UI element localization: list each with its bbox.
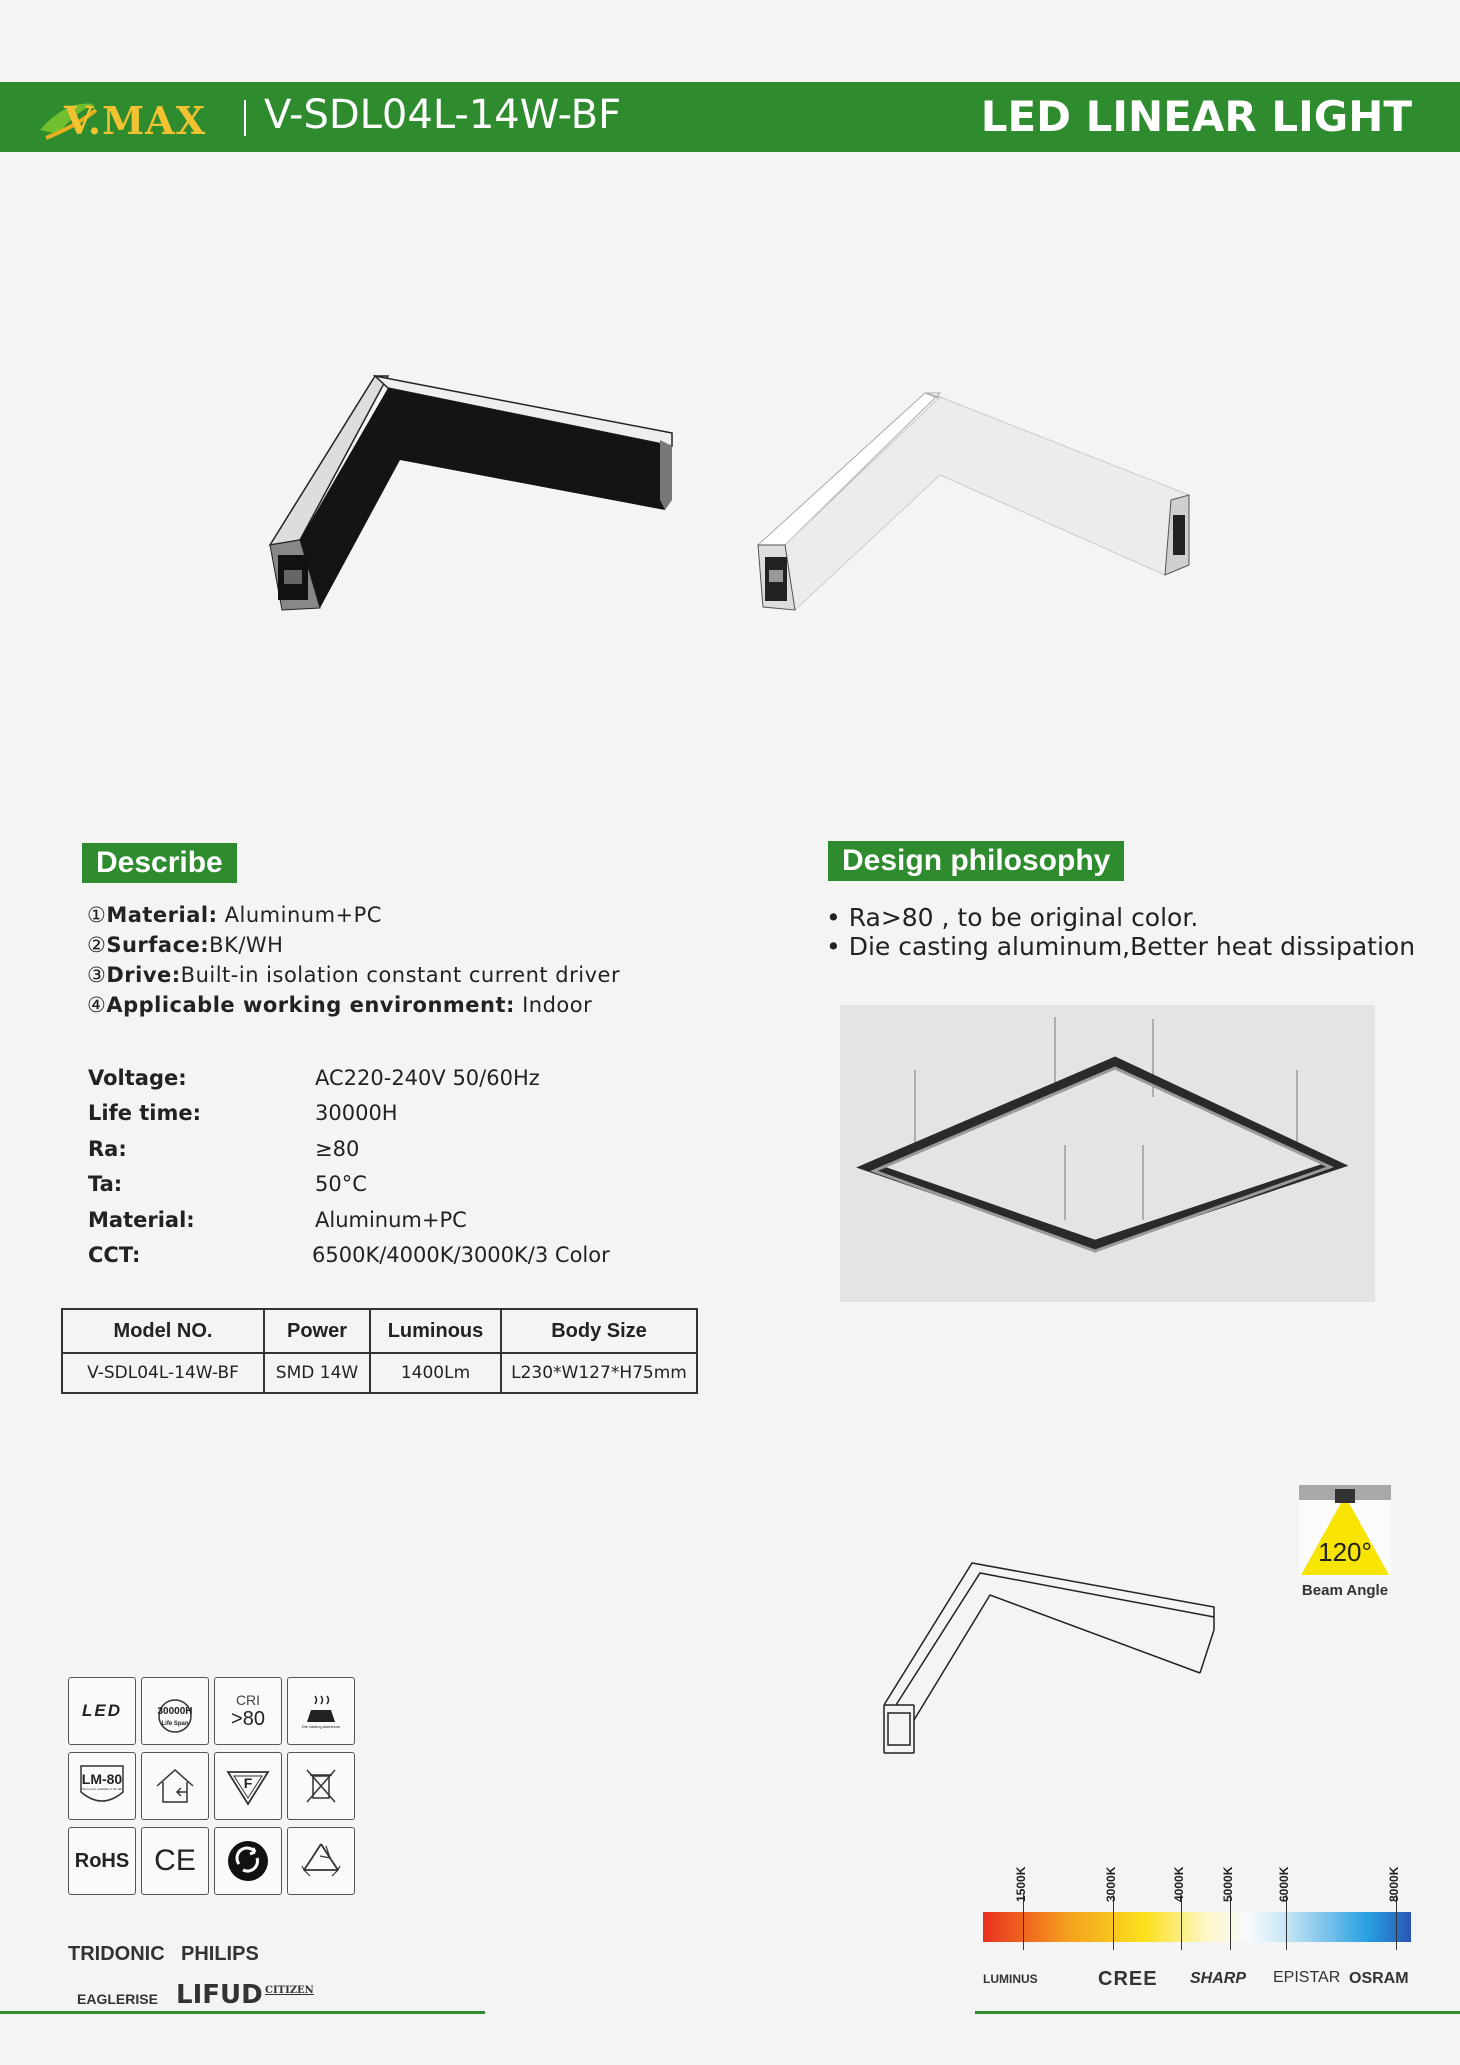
lifespan-icon: 30000H Life Span	[141, 1677, 209, 1745]
beam-angle-value: 120°	[1318, 1537, 1372, 1567]
brand-luminus: LUMINUS	[983, 1972, 1038, 1986]
brand-tridonic: TRIDONIC	[68, 1943, 165, 1965]
table-cell: L230*W127*H75mm	[501, 1353, 697, 1393]
describe-item-material: ①Material: Aluminum+PC	[87, 903, 382, 927]
category-title: LED LINEAR LIGHT	[980, 92, 1412, 141]
cct-label: 8000K	[1387, 1866, 1401, 1902]
line-drawing-image	[880, 1555, 1220, 1755]
green-dot-icon	[214, 1827, 282, 1895]
design-bullet: • Die casting aluminum,Better heat dissipation	[826, 932, 1416, 961]
spec-value: 30000H	[315, 1101, 398, 1125]
brand-citizen: CITIZEN	[265, 1985, 314, 1996]
cct-tick	[1113, 1895, 1114, 1950]
header-divider	[244, 100, 246, 136]
design-tag: Design philosophy	[828, 841, 1124, 881]
cri-icon: CRI >80	[214, 1677, 282, 1745]
table-row	[62, 1353, 697, 1393]
spec-value: AC220-240V 50/60Hz	[315, 1066, 540, 1090]
describe-item-surface: ②Surface:BK/WH	[87, 933, 284, 957]
model-title: V-SDL04L-14W-BF	[264, 92, 622, 138]
rohs-icon: RoHS	[68, 1827, 136, 1895]
weee-bin-icon	[287, 1752, 355, 1820]
brand-sharp: SHARP	[1190, 1970, 1247, 1987]
describe-item-drive: ③Drive:Built-in isolation constant current driver	[87, 963, 621, 987]
brand-cree: CREE	[1098, 1968, 1158, 1990]
beam-angle-graphic	[1299, 1485, 1391, 1577]
cct-tick	[1023, 1895, 1024, 1950]
brand-lifud: LIFUD	[176, 1980, 263, 2010]
brand-osram: OSRAM	[1349, 1970, 1409, 1987]
spec-key: Ta:	[88, 1172, 123, 1196]
spec-value: ≥80	[315, 1137, 360, 1161]
indoor-icon	[141, 1752, 209, 1820]
table-header: Body Size	[501, 1309, 697, 1353]
cct-ticks	[983, 1895, 1411, 1950]
describe-tag: Describe	[82, 843, 237, 883]
describe-item-environment: ④Applicable working environment: Indoor	[87, 993, 593, 1017]
cct-label: 4000K	[1172, 1866, 1186, 1902]
cct-label: 3000K	[1104, 1866, 1118, 1902]
brand-epistar: EPISTAR	[1273, 1969, 1341, 1986]
table-header: Power	[264, 1309, 370, 1353]
spec-value: 50°C	[315, 1172, 367, 1196]
lm80-icon: LM-80 Test report available in the lab	[68, 1752, 136, 1820]
product-image-black	[260, 370, 680, 620]
spec-value: 6500K/4000K/3000K/3 Color	[312, 1243, 610, 1267]
product-image-white	[755, 385, 1195, 615]
brand-name: V.MAX	[64, 98, 207, 143]
spec-value: Aluminum+PC	[315, 1208, 467, 1232]
cct-tick	[1286, 1895, 1287, 1950]
spec-key: Material:	[88, 1208, 195, 1232]
brand-philips: PHILIPS	[181, 1943, 259, 1965]
table-cell: SMD 14W	[264, 1353, 370, 1393]
beam-angle-label: Beam Angle	[1301, 1582, 1389, 1599]
ce-icon: CE	[141, 1827, 209, 1895]
installation-image	[840, 1005, 1375, 1302]
cct-label: 6000K	[1277, 1866, 1291, 1902]
table-cell: 1400Lm	[370, 1353, 501, 1393]
cct-tick	[1230, 1895, 1231, 1950]
spec-key: Life time:	[88, 1101, 202, 1125]
cct-label: 5000K	[1221, 1866, 1235, 1902]
recycle-icon	[287, 1827, 355, 1895]
spec-key: Voltage:	[88, 1066, 187, 1090]
f-mark-icon: F	[214, 1752, 282, 1820]
certification-icons	[68, 1677, 353, 1895]
table-header: Luminous	[370, 1309, 501, 1353]
spec-key: CCT:	[88, 1243, 141, 1267]
design-bullet: • Ra>80 , to be original color.	[826, 903, 1199, 932]
table-header-row	[62, 1309, 697, 1353]
die-casting-icon: Die casting aluminum	[287, 1677, 355, 1745]
cct-tick	[1181, 1895, 1182, 1950]
table-cell: V-SDL04L-14W-BF	[62, 1353, 264, 1393]
table-header: Model NO.	[62, 1309, 264, 1353]
spec-key: Ra:	[88, 1137, 127, 1161]
brand-eaglerise: EAGLERISE	[77, 1991, 158, 2007]
footer-line-right	[975, 2011, 1460, 2014]
cct-label: 1500K	[1014, 1866, 1028, 1902]
footer-line-left	[0, 2011, 485, 2014]
cct-tick	[1396, 1895, 1397, 1950]
model-table	[61, 1308, 698, 1394]
led-icon: LED	[68, 1677, 136, 1745]
